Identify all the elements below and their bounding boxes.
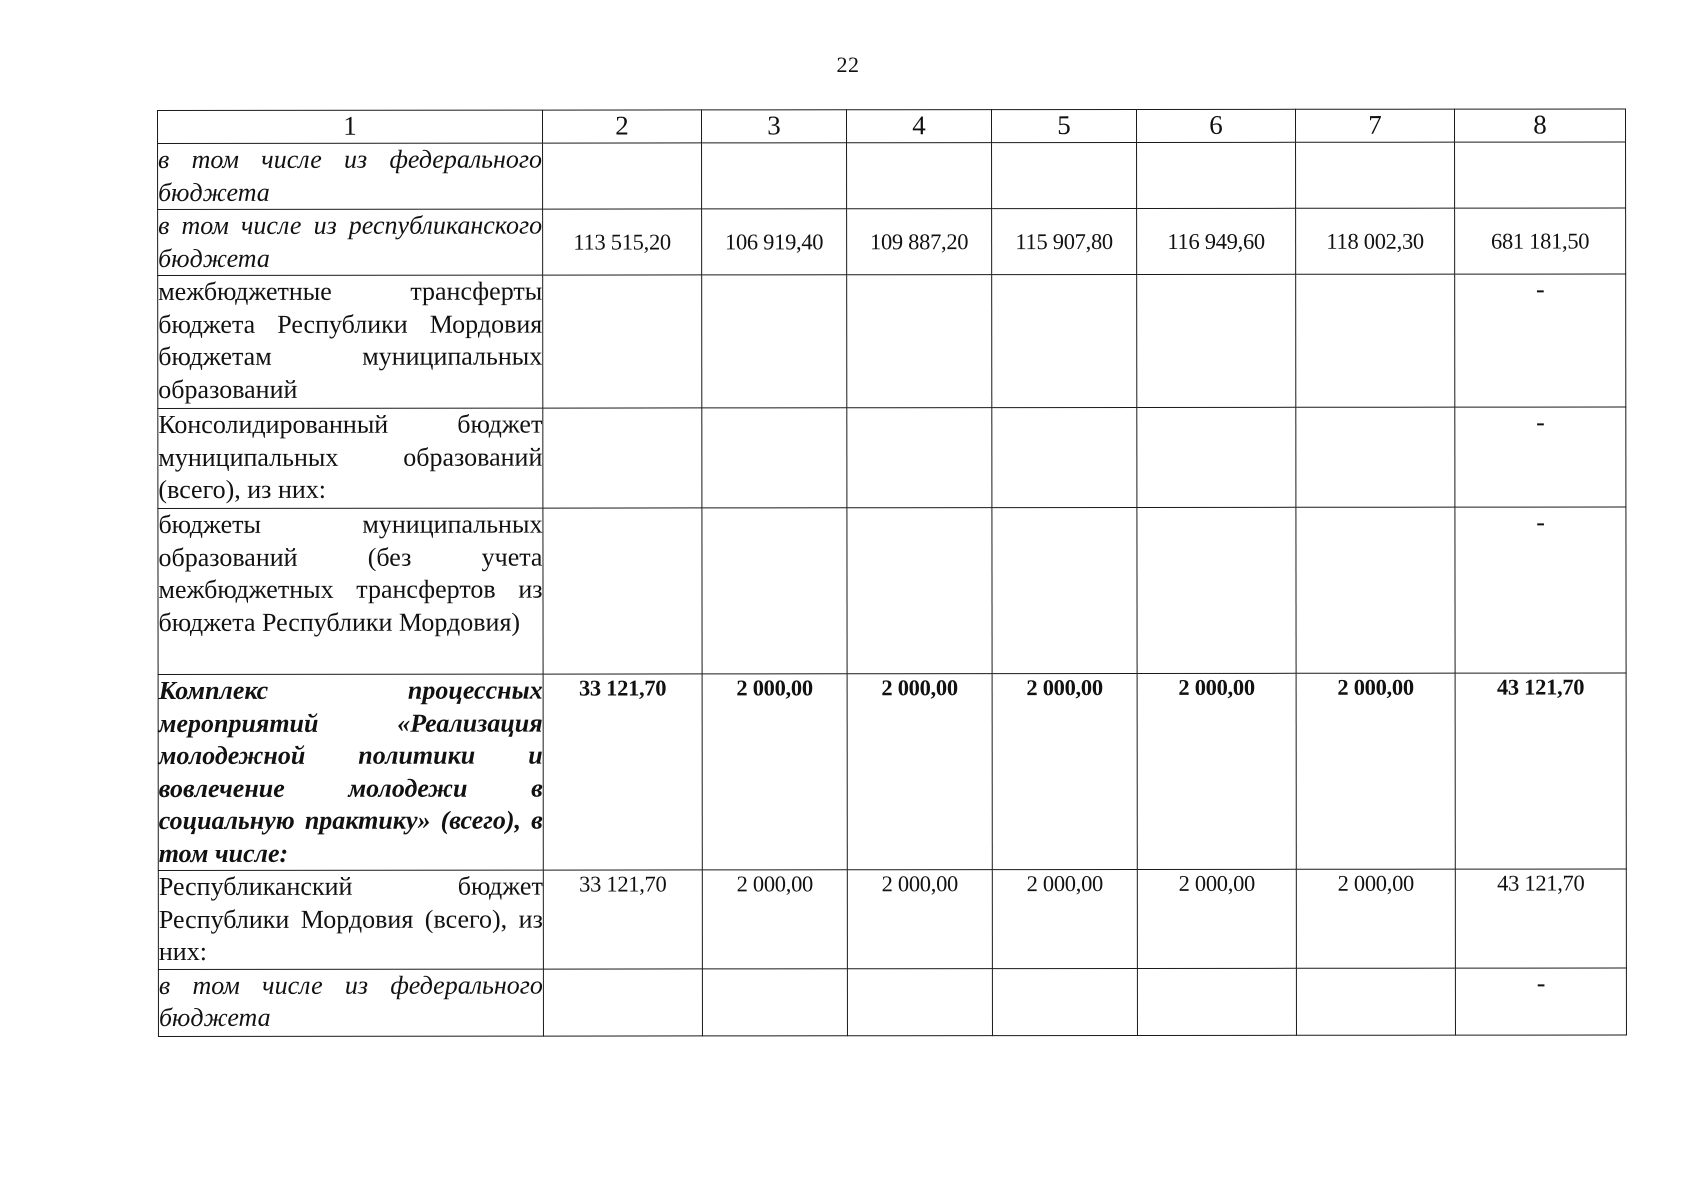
value-cell <box>543 275 702 408</box>
row-label: Республиканский бюджет Республики Мордовия (всего), из них: <box>158 870 543 969</box>
value-cell <box>702 968 847 1035</box>
value-cell <box>543 408 702 508</box>
table-row <box>158 274 1626 409</box>
value-cell: 2 000,00 <box>847 674 992 870</box>
value-cell: 106 919,40 <box>702 209 847 275</box>
row-label: в том числе из республиканского бюджета <box>158 209 543 275</box>
budget-table <box>157 108 1627 1036</box>
value-cell <box>1137 507 1296 673</box>
value-cell: 115 907,80 <box>992 208 1137 274</box>
table-row <box>158 407 1626 509</box>
value-cell: 43 121,70 <box>1455 869 1626 968</box>
value-cell <box>1296 142 1455 208</box>
value-cell: 2 000,00 <box>1137 869 1296 968</box>
value-cell: 2 000,00 <box>847 870 992 969</box>
value-cell: - <box>1455 967 1626 1034</box>
value-cell: 2 000,00 <box>702 870 847 969</box>
header-cell: 5 <box>992 109 1137 142</box>
value-cell <box>543 508 702 674</box>
row-label: Комплекс процессных мероприятий «Реализация молодежной политики и вовлечение молодежи в социальную практику» (всего), в том числе: <box>158 674 543 870</box>
value-cell: - <box>1455 274 1626 407</box>
row-label: Консолидированный бюджет муниципальных образований (всего), из них: <box>158 408 543 508</box>
value-cell <box>992 142 1137 208</box>
value-cell: 2 000,00 <box>1137 673 1296 869</box>
value-cell <box>847 275 992 408</box>
value-cell: 109 887,20 <box>847 209 992 275</box>
value-cell <box>847 408 992 508</box>
header-cell: 2 <box>543 110 702 143</box>
value-cell <box>847 508 992 674</box>
value-cell: 2 000,00 <box>992 869 1137 968</box>
table-row <box>158 507 1626 675</box>
header-cell: 7 <box>1295 109 1454 142</box>
header-cell: 1 <box>158 110 543 143</box>
value-cell <box>1137 274 1296 407</box>
header-cell: 4 <box>847 110 992 143</box>
value-cell: 2 000,00 <box>992 673 1137 869</box>
value-cell: 681 181,50 <box>1455 208 1626 274</box>
value-cell <box>1296 968 1455 1035</box>
value-cell: 2 000,00 <box>702 674 847 870</box>
value-cell <box>992 968 1137 1035</box>
value-cell: 2 000,00 <box>1296 673 1455 869</box>
value-cell <box>1455 142 1626 208</box>
value-cell <box>1137 407 1296 507</box>
page-number: 22 <box>836 52 860 77</box>
table-row <box>158 208 1626 276</box>
value-cell: - <box>1455 507 1626 673</box>
value-cell <box>1296 407 1455 507</box>
row-label: в том числе из федерального бюджета <box>158 143 543 209</box>
value-cell <box>1296 507 1455 673</box>
value-cell: 33 121,70 <box>543 674 702 870</box>
row-label: в том числе из федерального бюджета <box>158 969 543 1036</box>
header-cell: 3 <box>702 110 847 143</box>
table-header-row <box>158 109 1626 144</box>
value-cell <box>1137 968 1296 1035</box>
value-cell <box>1137 142 1296 208</box>
value-cell <box>992 407 1137 507</box>
value-cell: 113 515,20 <box>543 209 702 275</box>
table-row <box>158 673 1626 871</box>
value-cell <box>543 143 702 209</box>
value-cell: - <box>1455 407 1626 507</box>
row-label: бюджеты муниципальных образований (без учета межбюджетных трансфертов из бюджета Республики Мордовия) <box>158 508 543 674</box>
value-cell <box>702 275 847 408</box>
value-cell: 43 121,70 <box>1455 673 1626 869</box>
table-row <box>158 869 1626 969</box>
value-cell: 118 002,30 <box>1296 208 1455 274</box>
value-cell <box>847 968 992 1035</box>
value-cell: 2 000,00 <box>1296 869 1455 968</box>
value-cell <box>992 507 1137 673</box>
value-cell <box>702 508 847 674</box>
value-cell <box>992 274 1137 407</box>
header-cell: 8 <box>1454 109 1625 142</box>
value-cell <box>847 143 992 209</box>
table-row <box>158 967 1626 1036</box>
value-cell <box>702 408 847 508</box>
value-cell <box>702 143 847 209</box>
value-cell <box>1296 274 1455 407</box>
value-cell: 33 121,70 <box>543 870 702 969</box>
row-label: межбюджетные трансферты бюджета Республики Мордовия бюджетам муниципальных образований <box>158 275 543 408</box>
value-cell <box>543 968 702 1035</box>
value-cell: 116 949,60 <box>1137 208 1296 274</box>
table-row <box>158 142 1626 210</box>
header-cell: 6 <box>1137 109 1296 142</box>
